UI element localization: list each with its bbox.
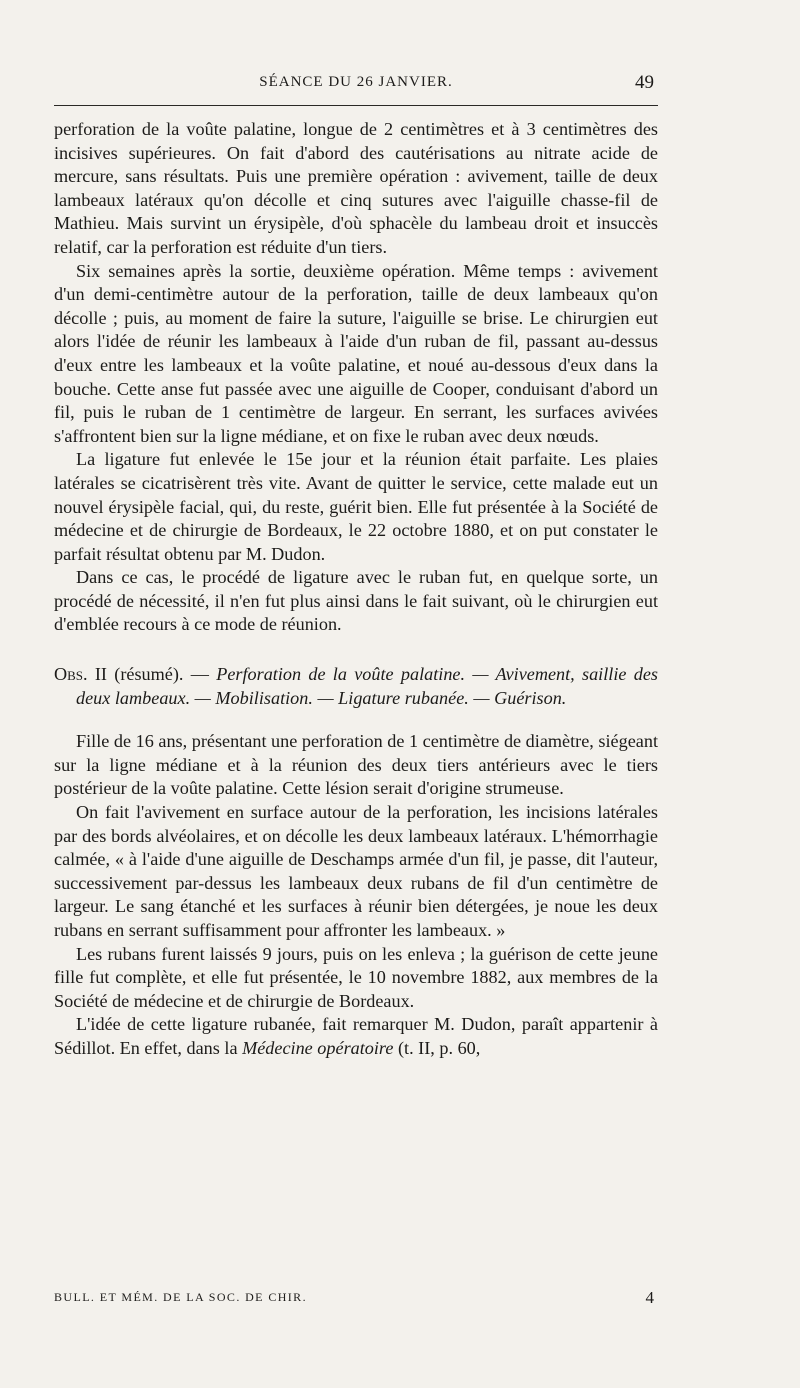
page-footer [54, 1288, 658, 1308]
page-number: 49 [635, 72, 654, 93]
paragraph-3: La ligature fut enlevée le 15e jour et la réunion était parfaite. Les plaies latérales se cicatrisèrent très vite. Avant de quitter le service, cette malade eut un nouvel érysipèle facial, qui, du reste, guérit bien. Elle fut présentée à la Société de médecine et de chirurgie de Bordeaux, le 22 octobre 1880, et on put constater le parfait résultat obtenu par M. Dudon. [54, 449, 658, 564]
paragraph-8-tail: (t. II, p. 60, [397, 1037, 481, 1058]
footer-title: BULL. ET MÉM. DE LA SOC. DE CHIR. [54, 1290, 307, 1304]
document-page [54, 0, 658, 1388]
observation-resume: (résumé). — [114, 664, 209, 685]
paragraph-8-italic: Médecine opératoire [242, 1037, 394, 1058]
paragraph-4: Dans ce cas, le procédé de ligature avec le ruban fut, en quelque sorte, un procédé de nécessité, il n'en fut plus ainsi dans le fait suivant, où le chirurgien eut d'emblée recours à ce mode de réunion. [54, 567, 658, 635]
signature-mark: 4 [645, 1288, 654, 1307]
running-head: SÉANCE DU 26 JANVIER. [259, 74, 453, 90]
paragraph-1: perforation de la voûte palatine, longue de 2 centimètres et à 3 centimètres des incisives supérieures. On fait d'abord des cautérisations au nitrate acide de mercure, sans résultats. Puis une première opération : avivement, taille de deux lambeaux latéraux qu'on décolle et cinq sutures avec l'aiguille chasse-fil de Mathieu. Mais survint un érysipèle, d'où sphacèle du lambeau droit et insuccès relatif, car la perforation est réduite d'un tiers. [54, 119, 658, 257]
observation-label: Obs. II [54, 664, 107, 685]
paragraph-6: On fait l'avivement en surface autour de la perforation, les incisions latérales par des bords alvéolaires, et on décolle les deux lambeaux latéraux. L'hémorrhagie calmée, « à l'aide d'une aiguille de Deschamps armée d'un fil, je passe, dit l'auteur, successivement par-dessus les lambeaux deux rubans de fil d'un centimètre de largeur. Le sang étanché et les surfaces à réunir bien détergées, je noue les deux rubans en serrant suffisamment pour affronter les lambeaux. » [54, 802, 658, 940]
observation-heading [54, 663, 658, 710]
paragraph-5: Fille de 16 ans, présentant une perforation de 1 centimètre de diamètre, siégeant sur la ligne médiane et à la réunion des deux tiers antérieurs avec le tiers postérieur de la voûte palatine. Cette lésion serait d'origine strumeuse. [54, 731, 658, 799]
body-text [54, 118, 658, 1061]
header-rule [54, 105, 658, 106]
paragraph-8-text: L'idée de cette ligature rubanée, fait remarquer M. Dudon, paraît appartenir à Sédillot. En effet, dans la [54, 1014, 658, 1058]
observation-title: Perforation de la voûte palatine. — Avivement, saillie des deux lambeaux. — Mobilisation. — Ligature rubanée. — Guérison. [76, 664, 658, 708]
paragraph-8 [54, 1013, 658, 1060]
paragraph-2: Six semaines après la sortie, deuxième opération. Même temps : avivement d'un demi-centimètre autour de la perforation, taille de deux lambeaux qu'on décolle ; puis, au moment de faire la suture, l'aiguille se brise. Le chirurgien eut alors l'idée de réunir les lambeaux à l'aide d'un ruban de fil, passant au-dessus d'eux entre les lambeaux et la voûte palatine, et noué au-dessous d'eux dans la bouche. Cette anse fut passée avec une aiguille de Cooper, conduisant d'abord un fil, puis le ruban de 1 centimètre de largeur. En serrant, les surfaces avivées s'affrontent bien sur la ligne médiane, et on fixe le ruban avec deux nœuds. [54, 260, 658, 446]
paragraph-7: Les rubans furent laissés 9 jours, puis on les enleva ; la guérison de cette jeune fille fut complète, et elle fut présentée, le 10 novembre 1882, aux membres de la Société de médecine et de chirurgie de Bordeaux. [54, 943, 658, 1011]
page-header [54, 72, 658, 98]
